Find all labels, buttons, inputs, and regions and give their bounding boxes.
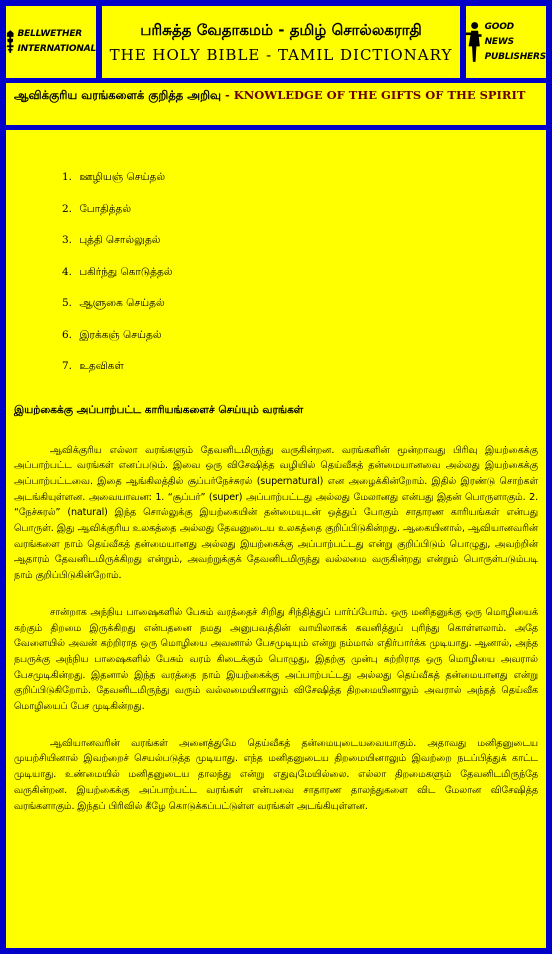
list-item (62, 326, 538, 358)
section-heading (14, 86, 538, 104)
heading-tamil: ஆவிக்குரிய வரங்களைக் குறித்த அறிவு (14, 88, 221, 102)
gifts-list (62, 168, 538, 389)
list-item-number: 7. (62, 360, 73, 372)
list-item (62, 357, 538, 389)
list-item-label: இரக்கஞ் செய்தல் (79, 328, 162, 341)
list-item-label: புத்தி சொல்லுதல் (79, 234, 161, 246)
list-item-label: போதித்தல் (79, 202, 132, 215)
bellwether-logo (6, 6, 96, 78)
list-item-number: 6. (62, 328, 73, 341)
list-item-number: 5. (62, 297, 73, 309)
list-item-label: ஊழியஞ் செய்தல் (79, 171, 166, 183)
section-heading-box (6, 83, 546, 125)
title-tamil: பரிசுத்த வேதாகமம் - தமிழ் சொல்லகராதி (140, 21, 422, 39)
logo-right-line1: GOOD NEWS (484, 21, 514, 47)
title-box (102, 6, 460, 78)
paragraph: ஆவியானவரின் வரங்கள் அனைத்துமே தெய்வீகத் தன்மையுடையவையாகும். அதாவது மனிதனுடைய முயற்சியினால் இவற்றைச் செயல்படுத்த முடியாது. எந்த மனிதனுடைய திறமையினாலும் இவற்றை நடப்பித்துக் காட்ட முடியாது. உண்மையில் மனிதனுடைய தாலந்து என்று எதுவுமேயில்லை. எல்லா திறமைகளும் தேவனிடமிருந்தே வருகின்றன. இயற்கைக்கு அப்பாற்பட்ட வரங்கள் என்பவை சாதாரண தாலந்துகளை விட மேலான விசேஷித்த வரங்களாகும். இந்தப் பிரிவில் கீழே கொடுக்கப்பட்டுள்ள வரங்கள் அடங்கியுள்ளன. (14, 737, 538, 812)
list-item-number: 4. (62, 265, 73, 278)
list-item-number: 2. (62, 202, 73, 215)
good-news-logo (466, 6, 546, 78)
paragraph: ஆவிக்குரிய எல்லா வரங்களும் தேவனிடமிருந்து வருகின்றன. வரங்களின் மூன்றாவது பிரிவு இயற்கைக்கு அப்பாற்பட்ட வரங்கள் எனப்படும். இவை ஒரு விசேஷித்த வழியில் தெய்வீகத் தன்மையானவை அல்லது இயற்கைக்கு அப்பாற்பட்டவை. இதை ஆங்கிலத்தில் சூப்பர்நேச்சுரல் (supernatural) என அழைக்கின்றோம். இதில் இரண்டு சொற்கள் அடங்கியுள்ளன. அவையாவன: 1. “சூப்பர்” (super) அப்பாற்பட்டது அல்லது மேலானது என்பது இதன் பொருளாகும். 2. “நேச்சுரல்” (natural) இந்த சொல்லுக்கு இயற்கையின் தன்மையுடன் ஒத்துப் போகும் சாதாரண காரியங்கள் என்பது பொருள். இது ஆவிக்குரிய உலகத்தை அல்லது தேவனுடைய உலகத்தை குறிப்பிடுகின்றது. ஆகையினால், ஆவியானவரின் வரங்களை நாம் தெய்வீகத் தன்மையானது அல்லது இயற்கைக்கு அப்பாற்பட்டது என்று குறிப்பிடும் பொழுது, அவற்றின் ஆதாரம் தேவனிடமிருக்கிறது என்றும், அவற்றுக்குக் தேவனிடமிருந்து வல்லமை வருகின்றது என்றும் பொருள்படும்படி நாம் குறிப்பிடுகின்றோம். (14, 444, 538, 582)
list-item (62, 231, 538, 263)
list-item-label: உதவிகள் (79, 360, 124, 372)
title-english: THE HOLY BIBLE - TAMIL DICTIONARY (109, 46, 453, 64)
list-item (62, 200, 538, 232)
bellwether-ram-icon (6, 17, 14, 67)
heading-english: - KNOWLEDGE OF THE GIFTS OF THE SPIRIT (220, 88, 526, 102)
list-item-label: ஆளுகை செய்தல் (79, 297, 165, 309)
logo-left-line2: INTERNATIONAL (17, 44, 96, 54)
list-item-label: பகிர்ந்து கொடுத்தல் (79, 265, 173, 278)
good-news-figure-icon (466, 17, 482, 67)
subheading: இயற்கைக்கு அப்பாற்பட்ட காரியங்களைச் செய்யும் வரங்கள் (14, 403, 304, 416)
logo-left-line1: BELLWETHER (17, 29, 83, 39)
list-item (62, 168, 538, 200)
content-panel (6, 130, 546, 948)
logo-right-line2: PUBLISHERS (484, 51, 546, 62)
list-item (62, 294, 538, 326)
list-item-number: 1. (62, 171, 73, 183)
list-item-number: 3. (62, 234, 73, 246)
list-item (62, 263, 538, 295)
paragraph: சான்றாக அந்நிய பாஷைகளில் பேசும் வரத்தைச் சிறிது சிந்தித்துப் பார்ப்போம். ஒரு மனிதனுக்கு ஒரு மொழியைக் கற்கும் திறமை இருக்கிறது என்பதனை நமது அனுபவத்தின் வாயிலாகக் கவனித்துப் புரிந்து கொள்ளலாம். அதே வேளையில் அவன் கற்றிராத ஒரு மொழியை அவனால் பேசமுடியும் என்று நம்மால் எதிர்பார்க்க முடியாது. ஆனால், அந்த நபருக்கு அந்நிய பாஷைகளில் பேசும் வரம் கிடைக்கும் பொழுது, இதற்கு முன்பு கற்றிராத ஒரு மொழியை அவரால் பேசமுடிகின்றது. இதனால் இந்த வரத்தை நாம் இயற்கைக்கு அப்பாற்பட்டது அல்லது தெய்வீகத் தன்மையானது என்று குறிப்பிடுகிறோம். தேவனிடமிருந்து வரும் வல்லமையினாலும் விசேஷித்த திறமையினாலும் அவரால் அந்தத் தெய்வீக மொழியைப் பேச முடிகின்றது. (14, 606, 538, 713)
